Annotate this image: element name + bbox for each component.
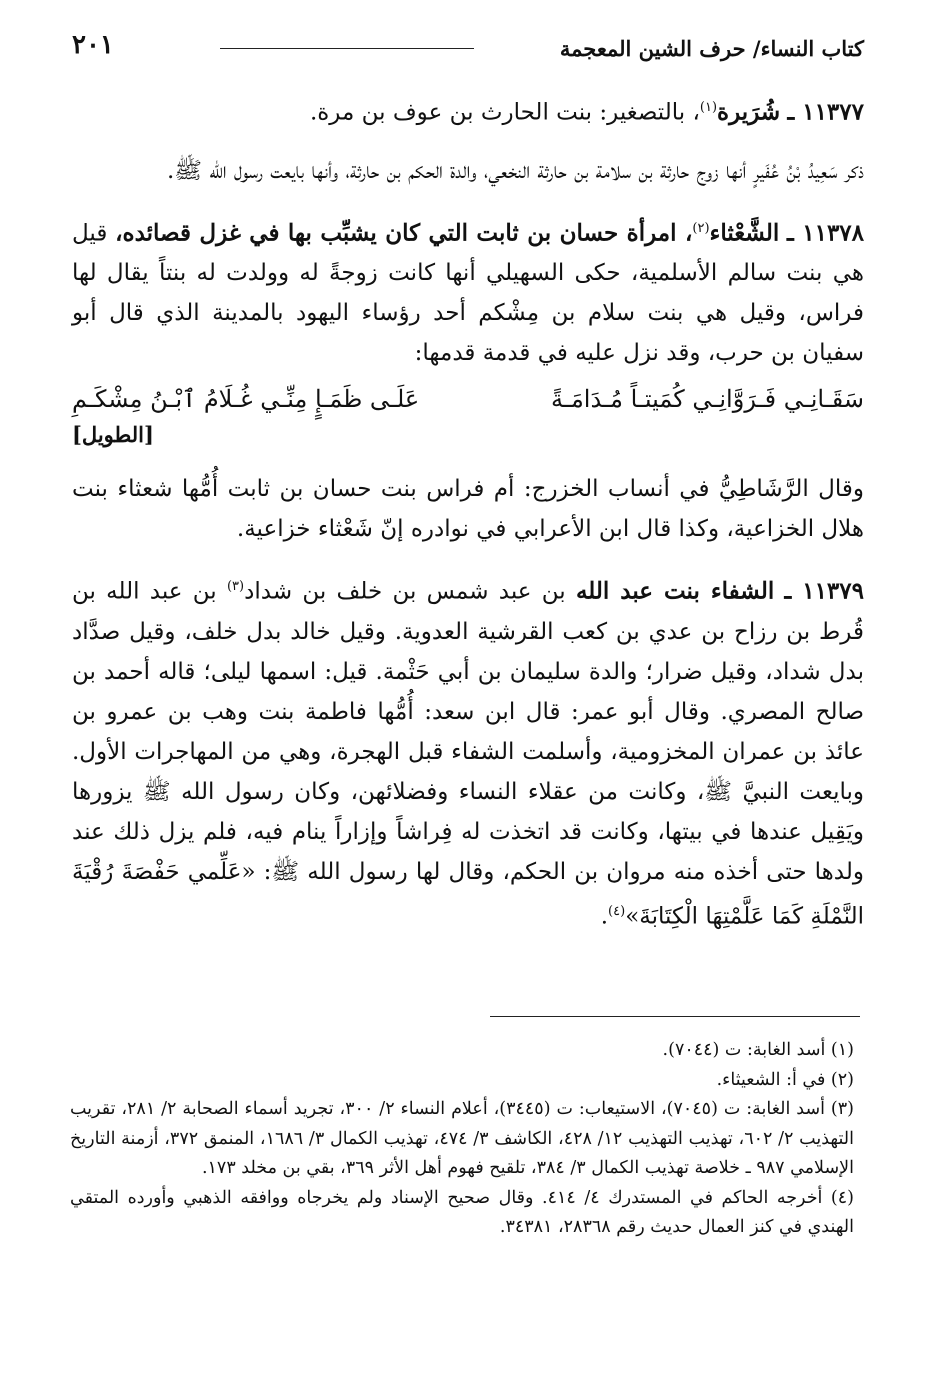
paragraph-gap [72, 133, 864, 151]
verse-second-hemistich: عَلَـى ظَمَـإٍ مِنِّـي غُـلَامُ ٱبْـنُ مِشْكَـمِ [72, 385, 420, 414]
footnote-ref: (١) [699, 100, 718, 115]
verse-meter: [الطويل] [72, 422, 154, 448]
page-number: ٢٠١ [72, 30, 114, 60]
footnote-4: (٤) أخرجه الحاكم في المستدرك ٤/ ٤١٤. وقال صحيح الإسناد ولم يخرجاه ووافقه الذهبي وأورده المتقي الهندي في كنز العمال حديث رقم ٢٨٣٦٨، ٣٤٣٨١. [70, 1187, 854, 1237]
paragraph-gap [72, 191, 864, 209]
main-text [72, 88, 864, 937]
footnote-ref: (٢) [692, 220, 710, 236]
entry-text: ، بالتصغير: بنت الحارث بن عوف بن مرة. [309, 99, 700, 126]
entry-name: الشفاء بنت عبد الله [575, 577, 775, 605]
footnote-ref: (٣) [226, 579, 245, 595]
entry-name: الشَّعْثاء [709, 219, 780, 247]
entry-text: بن عبد الله بن قُرط بن رزاح بن عدي بن كعب القرشية العدوية. وقيل خالد بدل خلف، وقيل صدَّاد بدل شداد، وقيل ضرار؛ والدة سليمان بن أبي حَثْمة. قيل: اسمها ليلى؛ قاله أحمد بن صالح المصري. وقال أبو عمر: قال ابن سعد: أُمُّها فاطمة بنت وهب بن عمرو بن عائذ بن عمران المخزومية، وأسلمت الشفاء قبل الهجرة، وهي من المهاجرات الأول. وبايعت النبيَّ ﷺ، وكانت من عقلاء النساء وفضلائهن، وكان رسول الله ﷺ يزورها ويَقِيل عندها في بيتها، وكانت قد اتخذت له فِراشاً وإزاراً ينام فيه، فلم يزل ذلك عند ولدها حتى أخذه منه مروان بن الحكم، وقال لها رسول الله ﷺ: «عَلِّمي حَفْصَةَ رُقْيَةَ النَّمْلَةِ كَمَا عَلَّمْتِهَا الْكِتَابَةَ» [72, 578, 864, 930]
entry-number: ١١٣٧٩ ـ [784, 577, 864, 605]
entry-lead: ، امرأة حسان بن ثابت التي كان يشبِّب بها في غزل قصائده، [115, 219, 693, 247]
entry-paragraph: ذكر سَعِيدُ بْنُ عُفَيرٍ أنها زوج حارثة بن سلامة بن حارثة النخعي، والدة الحكم بن حارثة، وأنها بايعت رسول الله ﷺ. [166, 157, 864, 184]
footnotes [70, 1036, 854, 1243]
entry-11377 [72, 88, 864, 133]
entry-paragraph: وقال الرَّشَاطِيُّ في أنساب الخزرج: أم فراس بنت حسان بن ثابت أُمُّها شعثاء بنت هلال الخزاعية، وكذا قال ابن الأعرابي في نوادره إنّ شَعْثاء خزاعية. [72, 476, 864, 543]
header-rule [220, 48, 474, 49]
footnote-rule [490, 1016, 860, 1017]
entry-name: شُرَيرة [717, 98, 781, 126]
footnote-3: (٣) أسد الغابة: ت (٧٠٤٥)، الاستيعاب: ت (٣٤٤٥)، أعلام النساء ٢/ ٣٠٠، تجريد أسماء الصحابة ٢/ ٢٨١، تقريب التهذيب ٢/ ٦٠٢، تهذيب التهذيب ١٢/ ٤٢٨، الكاشف ٣/ ٤٧٤، تهذيب الكمال ٣/ ١٦٨٦، المنمق ٣٧٢، أزمنة التاريخ الإسلامي ٩٨٧ ـ خلاصة تهذيب الكمال ٣/ ٣٨٤، تلقيح فهوم أهل الأثر ٣٦٩، بقي بن مخلد ١٧٣. [70, 1099, 854, 1178]
footnote-ref: (٤) [608, 903, 626, 919]
entry-number: ١١٣٧٨ ـ [787, 219, 865, 247]
entry-end: . [600, 903, 609, 930]
entry-11379 [72, 567, 864, 936]
poetry-verse [72, 379, 864, 419]
page-header [72, 30, 864, 70]
paragraph-gap [72, 451, 864, 469]
footnote-2: (٢) في أ: الشعيثاء. [716, 1069, 854, 1090]
entry-11378 [72, 209, 864, 374]
paragraph-gap [72, 549, 864, 567]
entry-text: بن عبد شمس بن خلف بن شداد [244, 578, 576, 605]
running-head: كتاب النساء/ حرف الشين المعجمة [559, 36, 864, 61]
footnote-1: (١) أسد الغابة: ت (٧٠٤٤). [662, 1040, 854, 1060]
verse-first-hemistich: سَقَـانِـي فَـرَوَّانِـي كُمَيتـاً مُـدَامَـةً [551, 385, 864, 414]
entry-text: قيل هي بنت سالم الأسلمية، حكى السهيلي أنها كانت زوجةً له وولدت له بنتاً يقال لها فراس، وقيل هي بنت سلام بن مِشْكم أحد رؤساء اليهود بالمدينة الذي قال أبو سفيان بن حرب، وقد نزل عليه في قدمة قدمها: [72, 220, 864, 367]
entry-number: ١١٣٧٧ ـ [787, 98, 864, 126]
